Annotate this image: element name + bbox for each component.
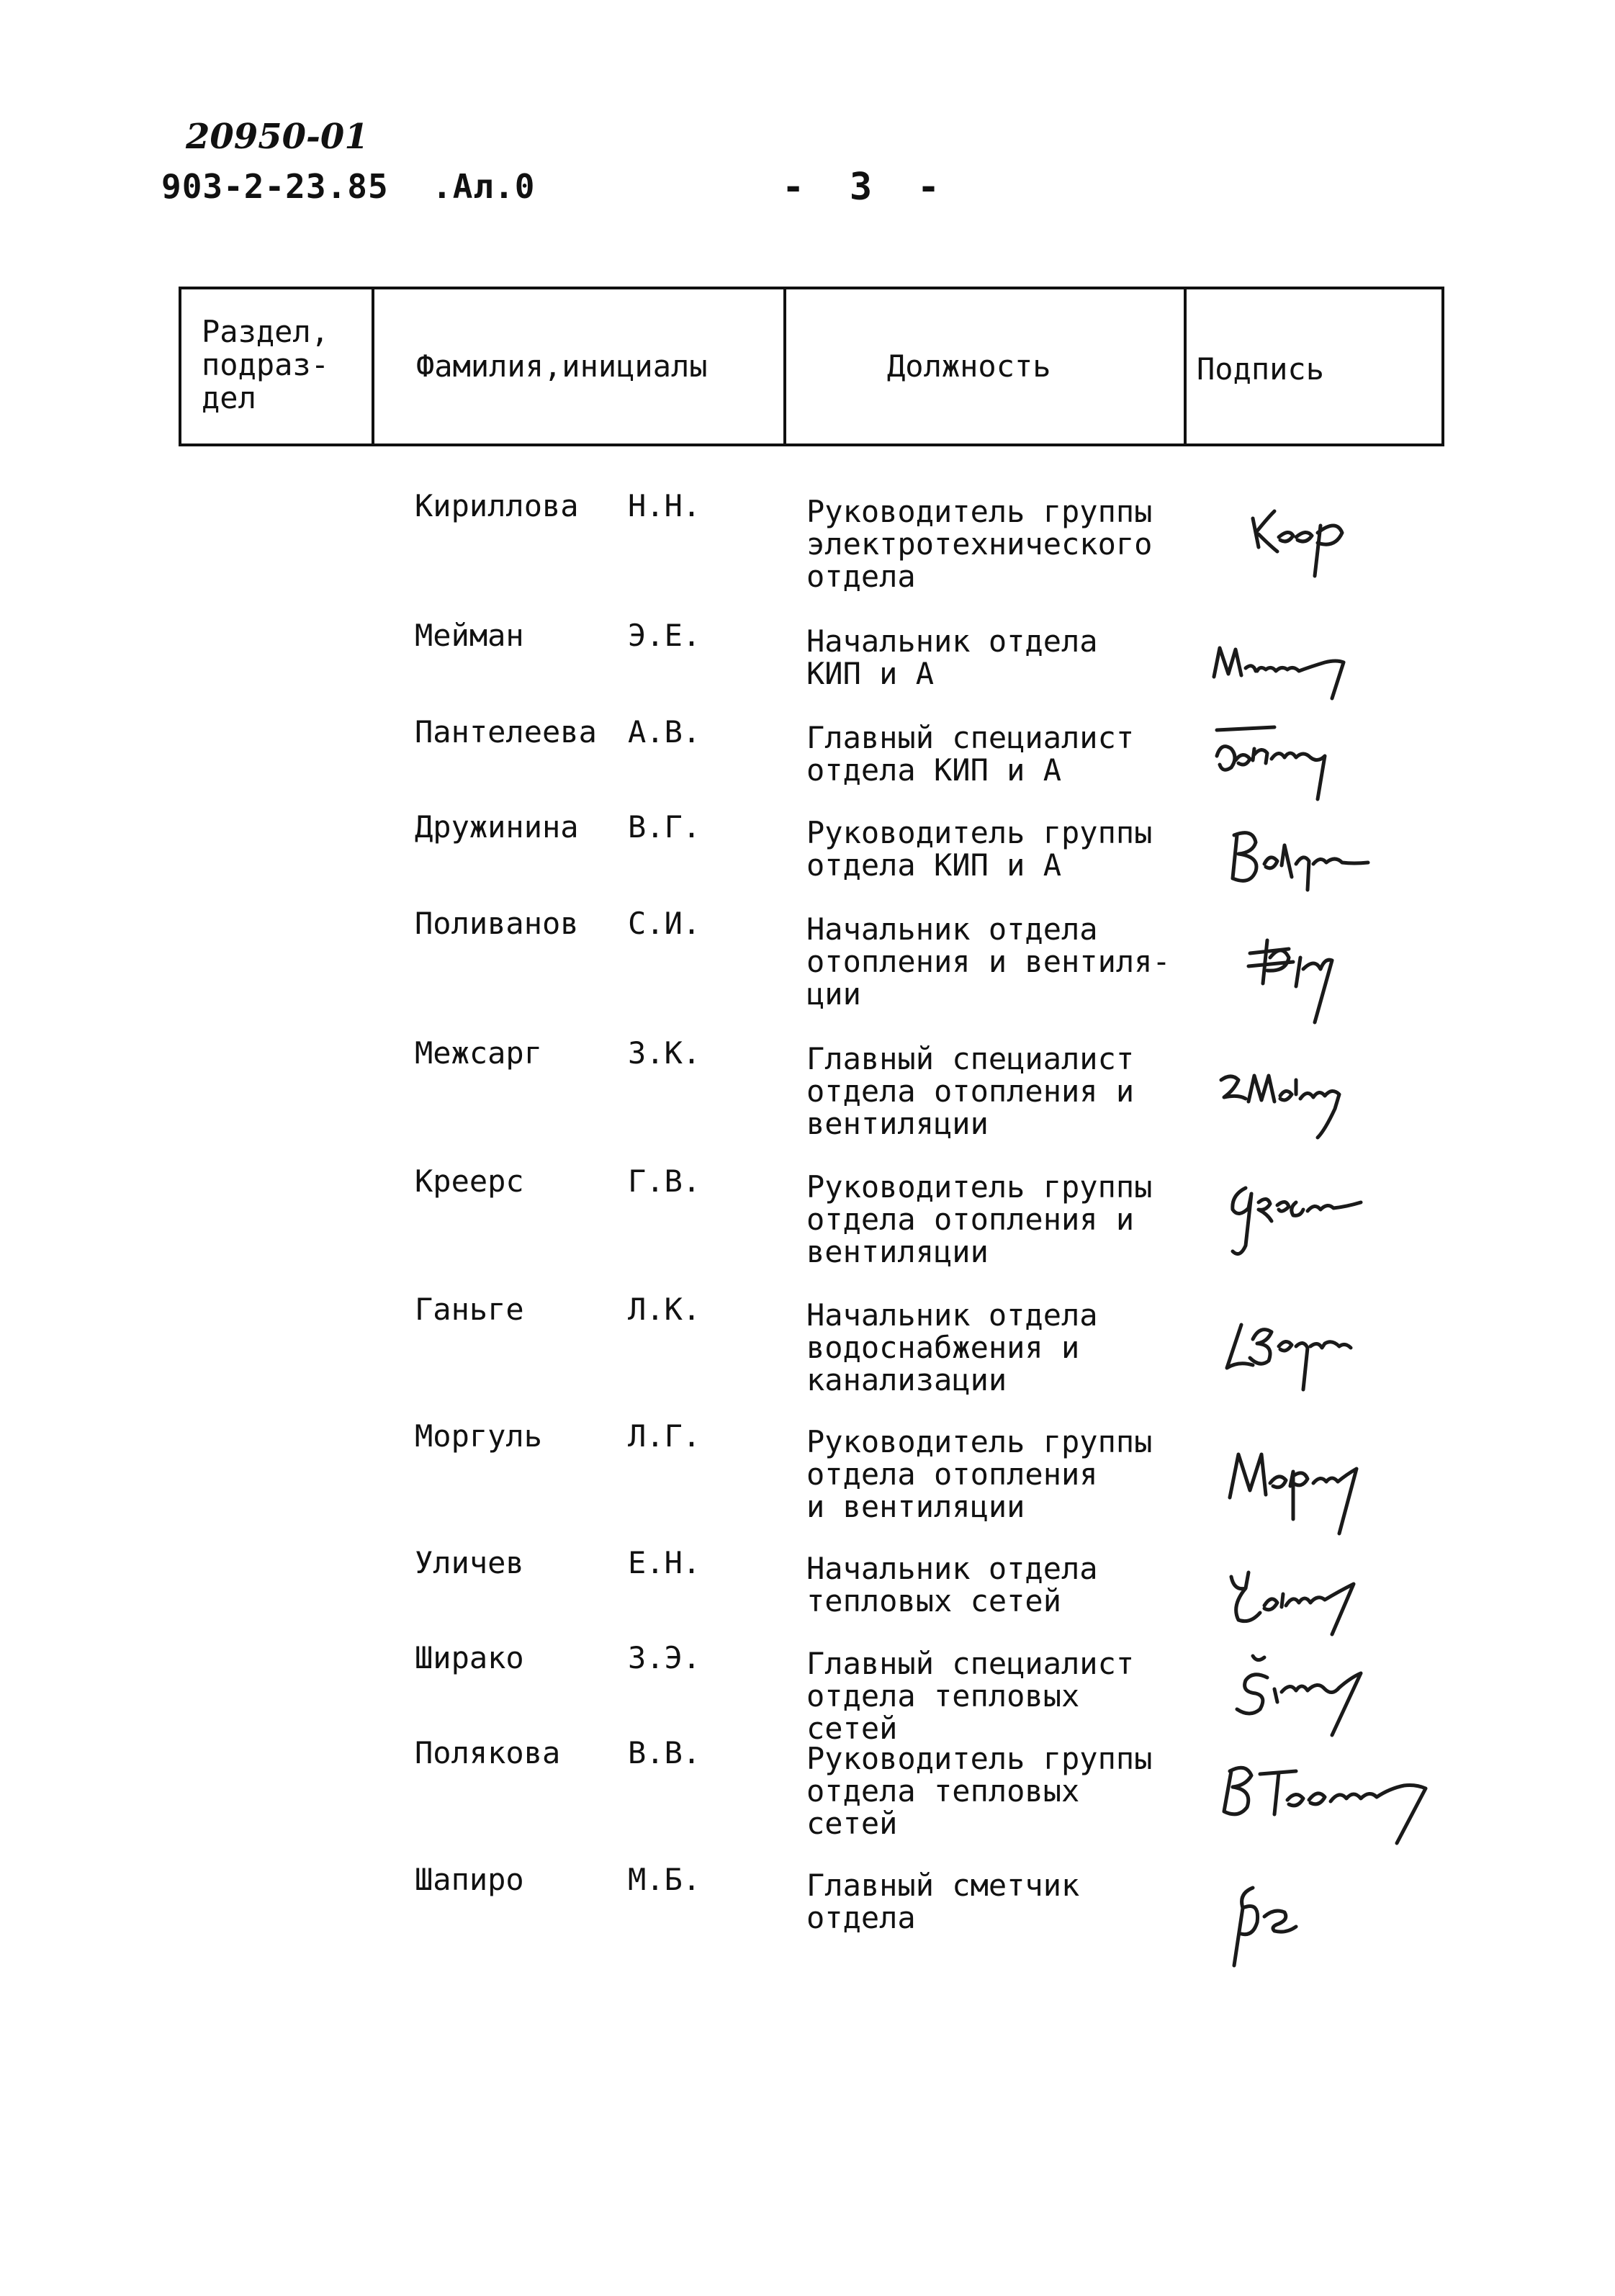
surname: Межсарг [415, 1035, 543, 1071]
position: Начальник отдела отопления и вентиля- ции [806, 911, 1171, 1012]
signature-image [1224, 1562, 1382, 1642]
signature-image [1246, 497, 1361, 583]
position: Руководитель группы отдела отопления и вентиляции [806, 1169, 1153, 1269]
signature-image [1246, 929, 1375, 1030]
surname: Ширако [415, 1640, 524, 1675]
signature-image [1217, 1310, 1390, 1404]
position: Начальник отдела водоснабжения и канализации [806, 1297, 1098, 1397]
surname: Дружинина [415, 809, 579, 845]
position: Руководитель группы отдела тепловых сетей [806, 1741, 1153, 1841]
initials: Э.Е. [628, 618, 701, 653]
initials: С.И. [628, 906, 701, 941]
initials: Л.К. [628, 1292, 701, 1327]
initials: В.В. [628, 1735, 701, 1770]
surname: Шапиро [415, 1862, 524, 1897]
initials: З.К. [628, 1035, 701, 1071]
signature-image [1224, 1440, 1382, 1541]
signature-image [1224, 821, 1397, 907]
initials: Г.В. [628, 1163, 701, 1199]
signature-image [1217, 1058, 1390, 1152]
position: Руководитель группы отдела отопления и вентиляции [806, 1424, 1153, 1524]
header-divider [372, 289, 374, 444]
position: Начальник отдела тепловых сетей [806, 1551, 1098, 1619]
surname: Моргуль [415, 1418, 543, 1454]
position: Главный сметчик отдела [806, 1868, 1080, 1935]
initials: Н.Н. [628, 488, 701, 523]
surname: Поливанов [415, 906, 579, 941]
signature-image [1217, 1757, 1447, 1850]
surname: Креерс [415, 1163, 524, 1199]
signature-image [1224, 1649, 1382, 1742]
header-divider [1184, 289, 1187, 444]
signature-image [1224, 1174, 1382, 1267]
signature-image [1224, 1879, 1339, 1973]
header-name: Фамилия,инициалы [416, 348, 708, 384]
initials: А.В. [628, 714, 701, 749]
header-section: Раздел, подраз- дел [202, 314, 330, 415]
table-header [179, 287, 1444, 446]
handwritten-archive-number: 20950-01 [186, 117, 369, 157]
signature-image [1210, 720, 1368, 806]
header-signature: Подпись [1197, 351, 1325, 387]
initials: В.Г. [628, 809, 701, 845]
signature-image [1210, 634, 1354, 706]
initials: Л.Г. [628, 1418, 701, 1454]
position: Главный специалист отдела тепловых сетей [806, 1646, 1135, 1746]
position: Руководитель группы электротехнического отдела [806, 494, 1153, 594]
album-code: .Ал.0 [432, 167, 536, 206]
position: Главный специалист отдела отопления и вентиляции [806, 1041, 1135, 1141]
page-number: - 3 - [782, 166, 940, 209]
header-position: Должность [887, 348, 1051, 384]
position: Начальник отдела КИП и А [806, 623, 1098, 691]
position: Руководитель группы отдела КИП и А [806, 815, 1153, 883]
surname: Полякова [415, 1735, 561, 1770]
position: Главный специалист отдела КИП и А [806, 720, 1135, 788]
header-divider [783, 289, 786, 444]
initials: М.Б. [628, 1862, 701, 1897]
surname: Кириллова [415, 488, 579, 523]
document-code: 903-2-23.85 [161, 167, 389, 206]
surname: Мейман [415, 618, 524, 653]
initials: Е.Н. [628, 1545, 701, 1580]
surname: Пантелеева [415, 714, 597, 749]
surname: Ганьге [415, 1292, 524, 1327]
initials: З.Э. [628, 1640, 701, 1675]
surname: Уличев [415, 1545, 524, 1580]
